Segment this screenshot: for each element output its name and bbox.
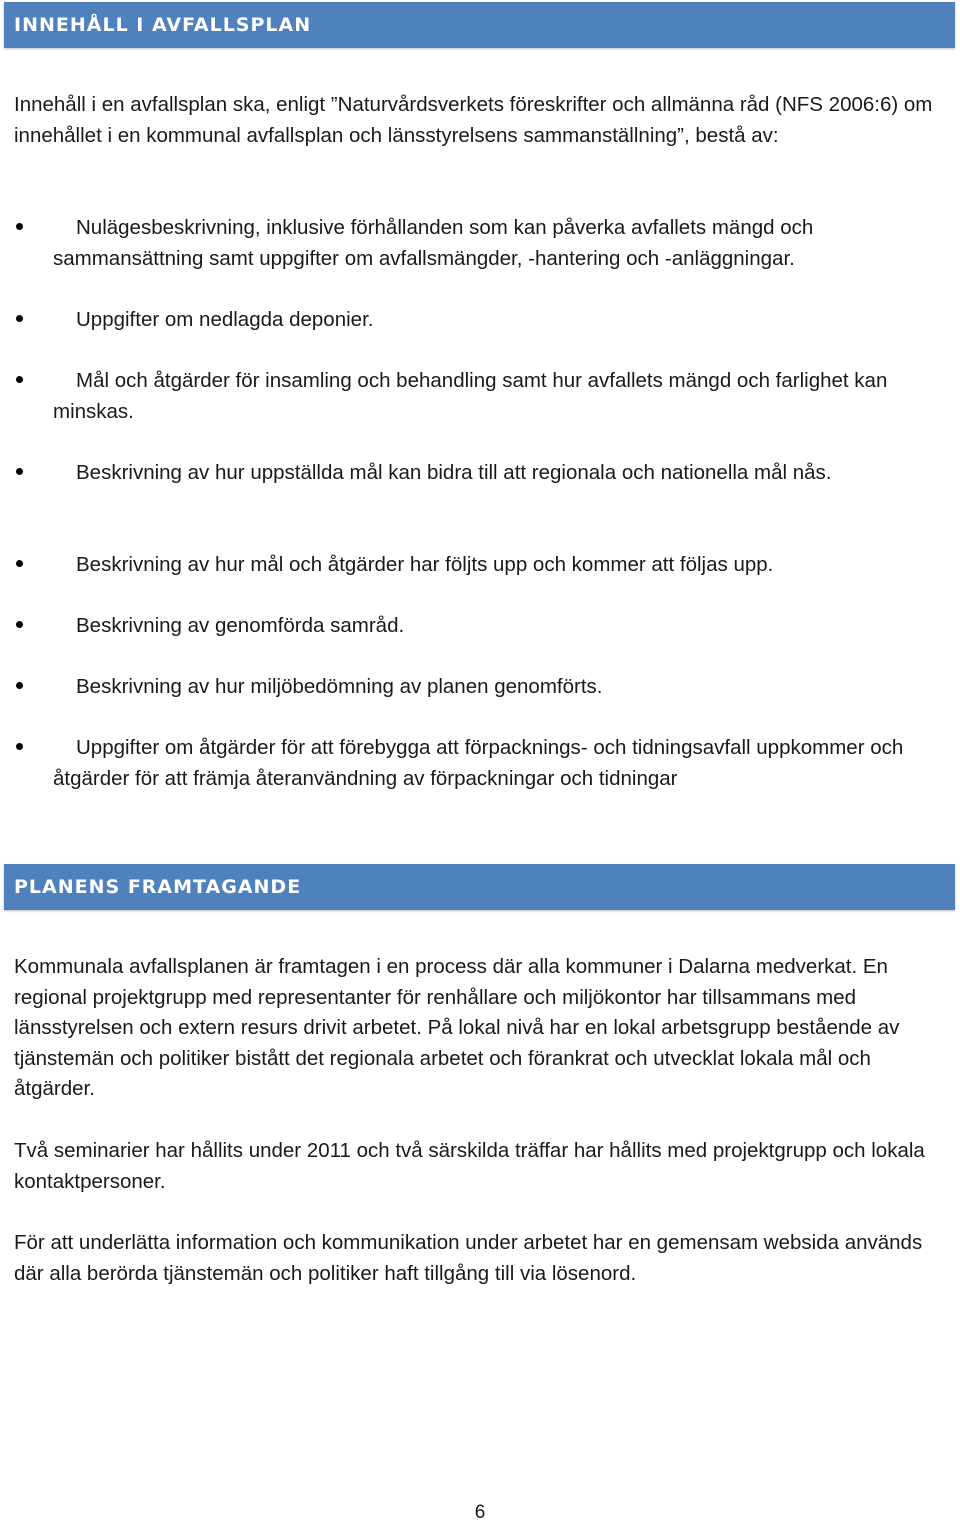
bullet-icon bbox=[16, 621, 23, 628]
list-item-text: Uppgifter om åtgärder för att förebygga att förpacknings- och tidningsavfall uppkommer och åtgärder för att främja återanvändning av förpackningar och tidningar bbox=[53, 736, 904, 790]
body-paragraph: För att underlätta information och kommunikation under arbetet har en gemensam websida används där alla berörda tjänstemän och politiker haft tillgång till via lösenord. bbox=[14, 1231, 923, 1285]
bullet-icon bbox=[16, 682, 23, 689]
page-number: 6 bbox=[474, 1502, 486, 1523]
list-item-text: Beskrivning av hur uppställda mål kan bidra till att regionala och nationella mål nås. bbox=[76, 461, 832, 484]
body-paragraph: Kommunala avfallsplanen är framtagen i en process där alla kommuner i Dalarna medverkat. En regional projektgrupp med representanter för renhållare och miljökontor har tillsammans med länsstyrelsen och extern resurs drivit arbetet. På lokal nivå har en lokal arbetsgrupp bestående av tjänstemän och politiker bistått det regionala arbetet och förankrat och utvecklat lokala mål och åtgärder. bbox=[14, 955, 900, 1100]
bullet-icon bbox=[16, 223, 23, 230]
section-header-planens-framtagande bbox=[4, 864, 955, 910]
section-title: PLANENS FRAMTAGANDE bbox=[14, 876, 302, 898]
body-paragraph: Två seminarier har hållits under 2011 och två särskilda träffar har hållits med projektgrupp och lokala kontaktpersoner. bbox=[14, 1139, 925, 1193]
list-item-text: Beskrivning av hur mål och åtgärder har följts upp och kommer att följas upp. bbox=[76, 553, 774, 576]
bullet-icon bbox=[16, 315, 23, 322]
section-header-innehall bbox=[4, 2, 955, 48]
list-item-text: Beskrivning av genomförda samråd. bbox=[76, 614, 405, 637]
bullet-icon bbox=[16, 743, 23, 750]
list-item-text: Mål och åtgärder för insamling och behandling samt hur avfallets mängd och farlighet kan minskas. bbox=[53, 369, 888, 423]
list-item-text: Beskrivning av hur miljöbedömning av planen genomförts. bbox=[76, 675, 603, 698]
list-item-text: Nulägesbeskrivning, inklusive förhållanden som kan påverka avfallets mängd och sammansättning samt uppgifter om avfallsmängder, -hantering och -anläggningar. bbox=[53, 216, 814, 270]
section-title: INNEHÅLL I AVFALLSPLAN bbox=[14, 14, 312, 36]
list-item-text: Uppgifter om nedlagda deponier. bbox=[76, 308, 374, 331]
intro-paragraph: Innehåll i en avfallsplan ska, enligt ”Naturvårdsverkets föreskrifter och allmänna råd (NFS 2006:6) om innehållet i en kommunal avfallsplan och länsstyrelsens sammanställning”, bestå av: bbox=[14, 93, 933, 147]
bullet-icon bbox=[16, 468, 23, 475]
bullet-icon bbox=[16, 376, 23, 383]
bullet-icon bbox=[16, 560, 23, 567]
